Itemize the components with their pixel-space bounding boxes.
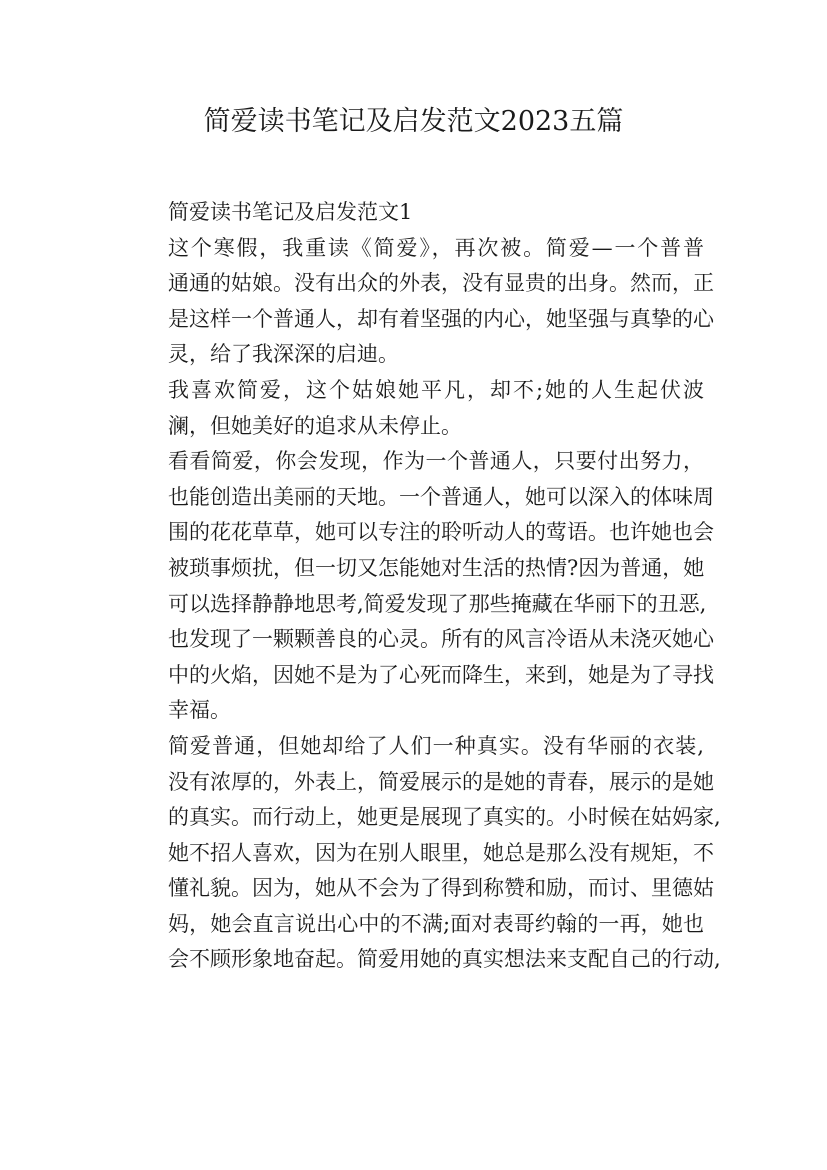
text-line: 她不招人喜欢，因为在别人眼里，她总是那么没有规矩，不 bbox=[168, 840, 714, 865]
text-line: 可以选择静静地思考,简爱发现了那些掩藏在华丽下的丑恶, bbox=[168, 591, 707, 616]
document-title: 简爱读书笔记及启发范文2023五篇 bbox=[203, 106, 624, 137]
paragraph-4 bbox=[126, 729, 721, 978]
paragraph-1 bbox=[126, 231, 714, 373]
paragraph-2 bbox=[126, 373, 704, 444]
text-line: 澜，但她美好的追求从未停止。 bbox=[168, 413, 462, 438]
text-line: 妈，她会直言说出心中的不满;面对表哥约翰的一再，她也 bbox=[168, 911, 704, 936]
document-body bbox=[126, 195, 721, 978]
text-line: 简爱普通，但她却给了人们一种真实。没有华丽的衣装, bbox=[168, 733, 704, 758]
text-line: 这个寒假，我重读《简爱》，再次被。简爱—一个普普 bbox=[168, 235, 704, 260]
text-line: 是这样一个普通人，却有着坚强的内心，她坚强与真挚的心 bbox=[168, 306, 714, 331]
text-line: 看看简爱，你会发现，作为一个普通人，只要付出努力， bbox=[168, 449, 704, 474]
text-line: 被琐事烦扰，但一切又怎能她对生活的热情?因为普通，她 bbox=[168, 555, 705, 580]
text-line: 中的火焰，因她不是为了心死而降生，来到，她是为了寻找 bbox=[168, 662, 714, 687]
text-line: 的真实。而行动上，她更是展现了真实的。小时候在姑妈家, bbox=[168, 805, 721, 830]
text-line: 围的花花草草，她可以专注的聆听动人的莺语。也许她也会 bbox=[168, 520, 714, 545]
section-heading: 简爱读书笔记及启发范文1 bbox=[168, 200, 413, 224]
text-line: 也能创造出美丽的天地。一个普通人，她可以深入的体味周 bbox=[168, 484, 714, 509]
text-line: 幸福。 bbox=[168, 698, 231, 723]
text-line: 没有浓厚的，外表上，简爱展示的是她的青春，展示的是她 bbox=[168, 769, 714, 794]
text-line: 灵，给了我深深的启迪。 bbox=[168, 342, 399, 367]
text-line: 会不顾形象地奋起。简爱用她的真实想法来支配自己的行动, bbox=[168, 947, 721, 972]
text-line: 懂礼貌。因为，她从不会为了得到称赞和励，而讨、里德姑 bbox=[168, 876, 714, 901]
text-line: 也发现了一颗颗善良的心灵。所有的风言冷语从未浇灭她心 bbox=[168, 627, 714, 652]
text-line: 通通的姑娘。没有出众的外表，没有显贵的出身。然而，正 bbox=[168, 271, 714, 296]
paragraph-3 bbox=[126, 444, 714, 729]
text-line: 我喜欢简爱，这个姑娘她平凡，却不;她的人生起伏波 bbox=[168, 377, 704, 402]
